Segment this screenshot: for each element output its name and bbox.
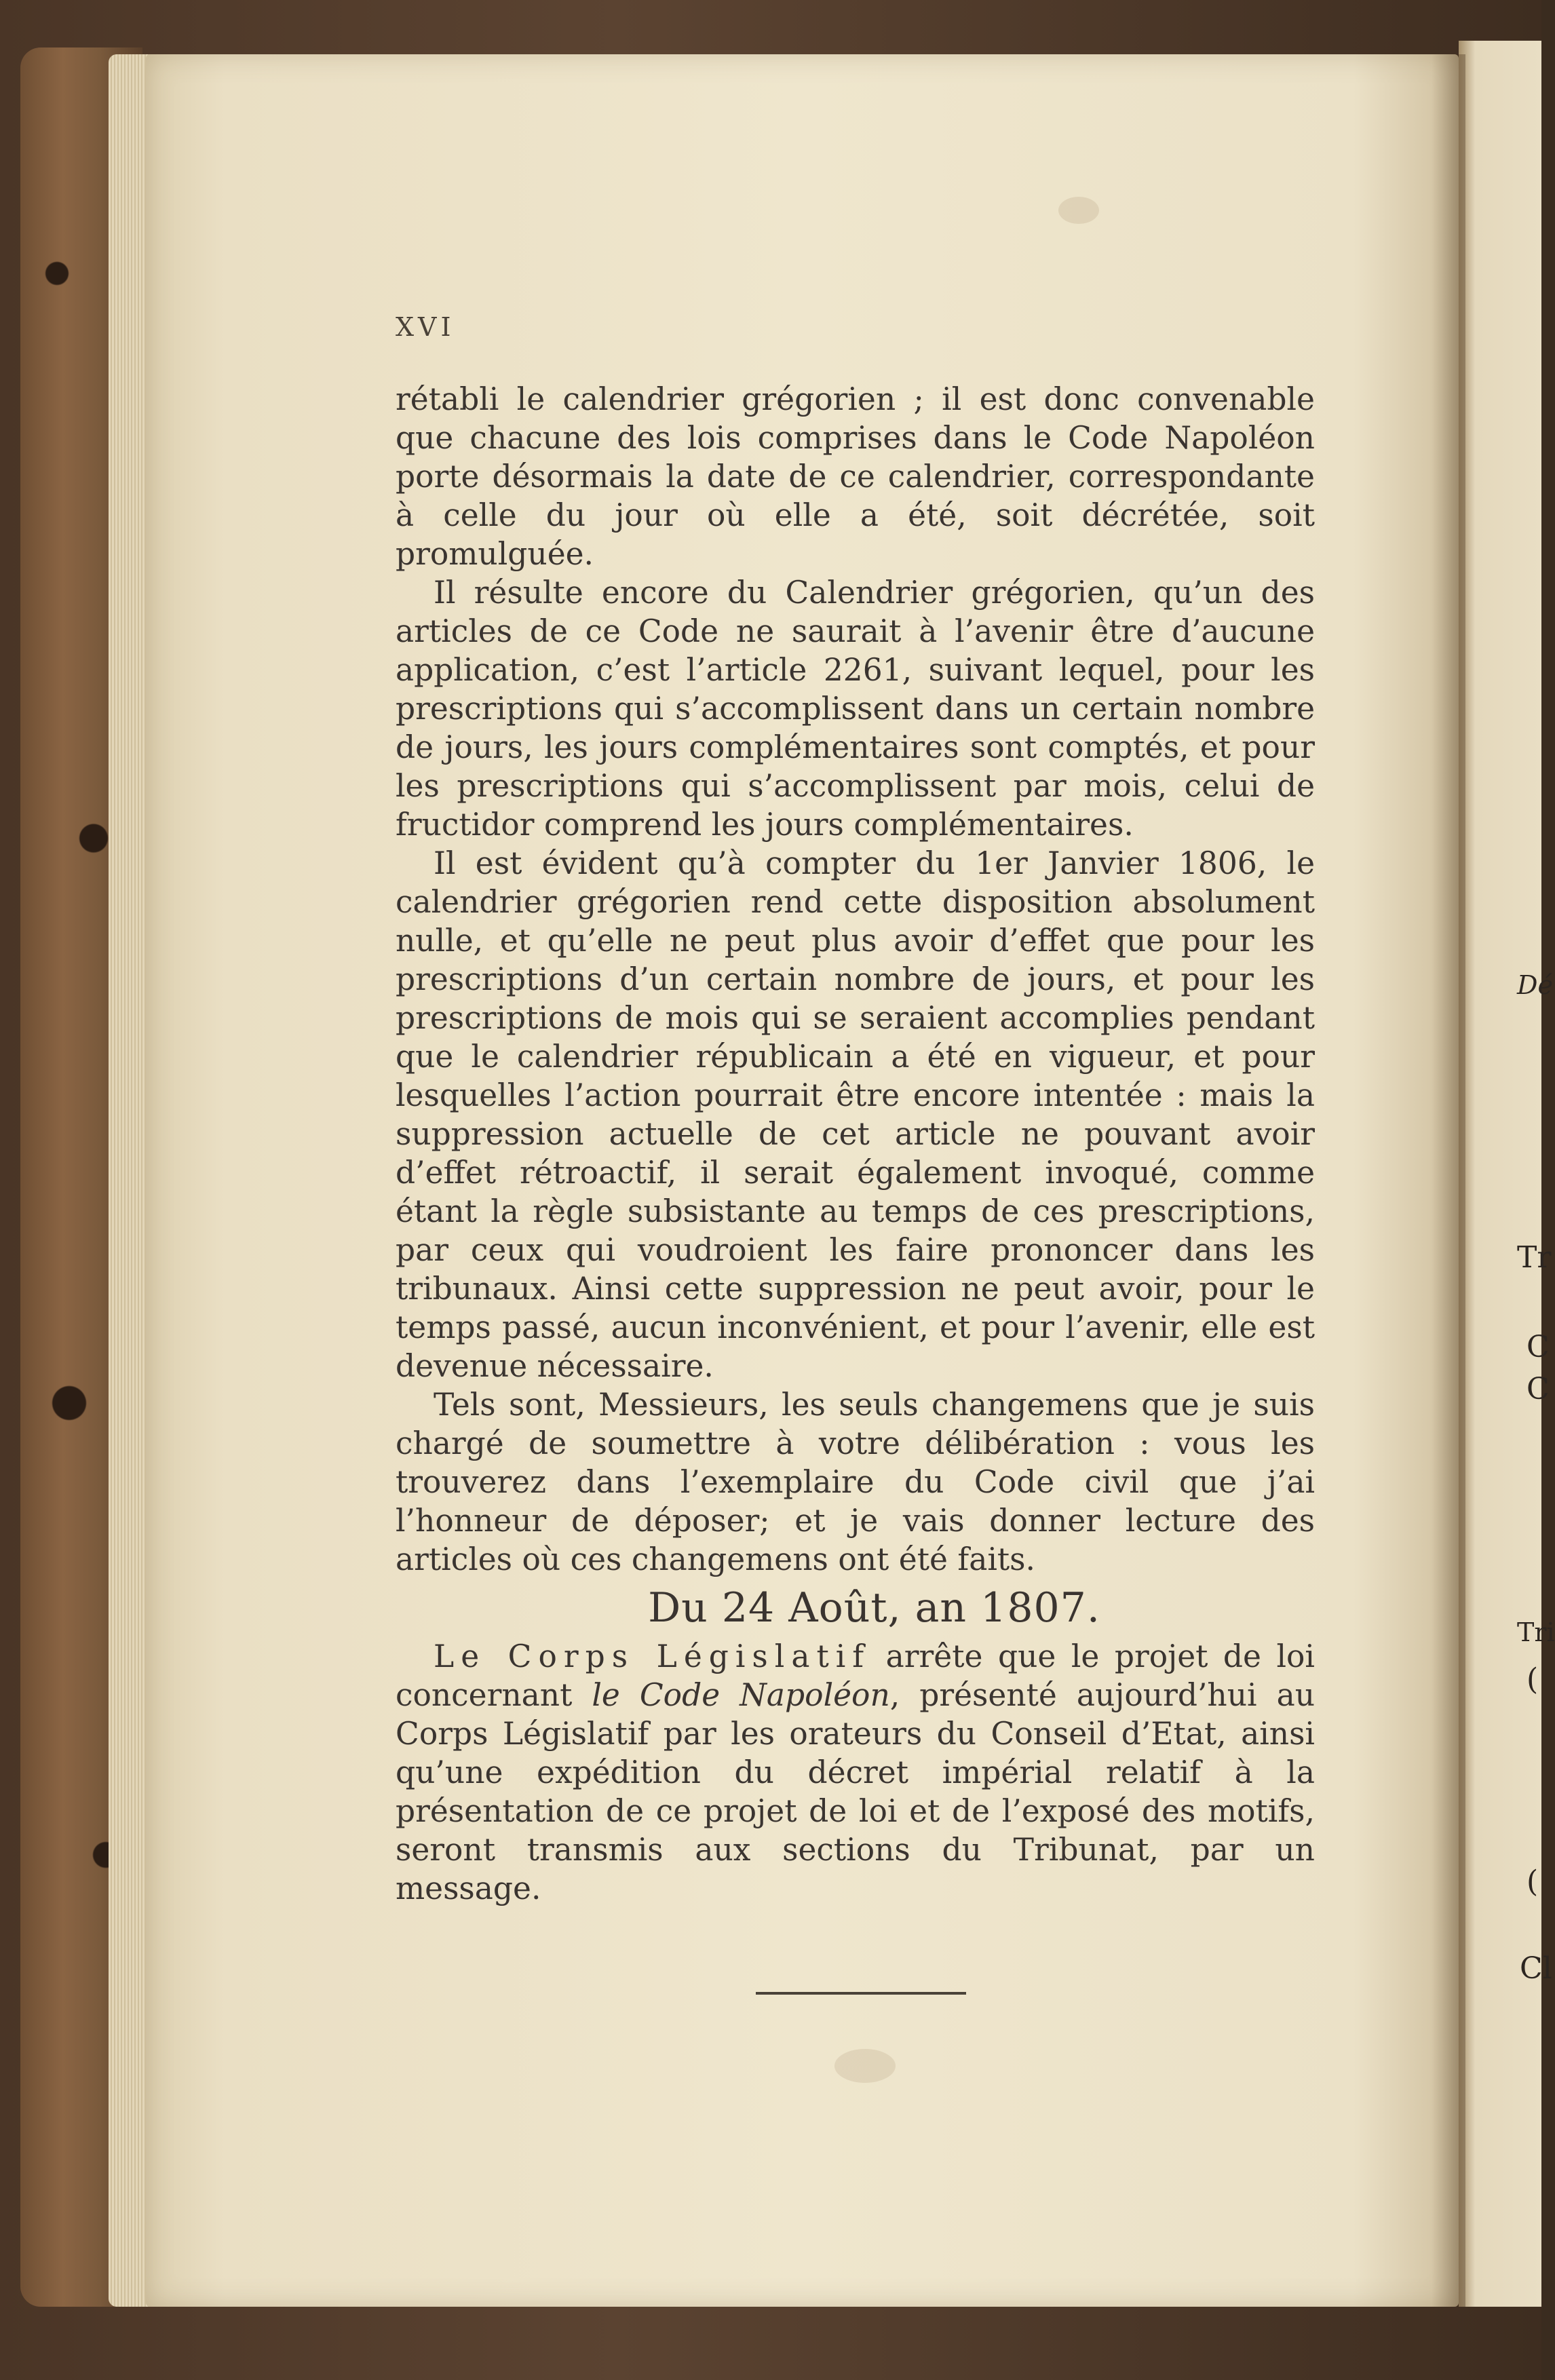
text-run: , présenté aujourd’hui au Corps Législatif par les orateurs du Conseil d’Etat, ainsi qu’une expédition du décret impérial relatif à la présentation de ce projet de loi et de l’exposé des motifs, seront transmis aux sections du Tribunat, par un message. <box>396 1677 1315 1906</box>
text-run: arrête que le projet de loi concernant <box>396 1638 1315 1713</box>
paragraph: Tels sont, Messieurs, les seuls changemens que je suis chargé de soumettre à votre délibération : vous les trouverez dans l’exemplaire du Code civil que j’ai l’honneur de déposer; et je vais donner lecture des articles où ces changemens ont été faits. <box>396 1387 1315 1577</box>
paragraph: Il résulte encore du Calendrier grégorien, qu’un des articles de ce Code ne saurait à l’avenir être d’aucune application, c’est l’article 2261, suivant lequel, pour les prescriptions qui s’accomplissent dans un certain nombre de jours, les jours complémentaires sont comptés, et pour les prescriptions qui s’accomplissent par mois, celui de fructidor comprend les jours complémentaires. <box>396 575 1315 843</box>
adjacent-page-fragment: Cl <box>1520 1951 1552 1986</box>
adjacent-page-fragment: ( <box>1527 1662 1539 1697</box>
adjacent-page-fragment: ( <box>1527 1864 1539 1899</box>
gutter-shadow <box>1432 54 1465 2307</box>
body-text <box>396 380 1315 1908</box>
page-number: XVI <box>396 312 455 342</box>
paragraph-final <box>396 1637 1315 1908</box>
adjacent-page-fragment: Tri <box>1517 1617 1555 1647</box>
paragraph: rétabli le calendrier grégorien ; il est donc convenable que chacune des lois comprises dans le Code Napoléon porte désormais la date de ce calendrier, correspondante à celle du jour où elle a été, soit décrétée, soit promulguée. <box>396 381 1315 572</box>
adjacent-page-fragment: C <box>1527 1372 1550 1406</box>
adjacent-page-fragment: C <box>1527 1330 1550 1364</box>
adjacent-page-fragment: Dé <box>1517 970 1553 1000</box>
code-title-italic: le Code Napoléon <box>592 1677 890 1713</box>
foxing-spot <box>1058 197 1099 224</box>
foxing-spot <box>834 2049 896 2083</box>
corps-legislatif-label: Le Corps Législatif <box>434 1638 871 1674</box>
section-heading: Du 24 Août, an 1807. <box>648 1584 1100 1632</box>
paragraph: Il est évident qu’à compter du 1er Janvier 1806, le calendrier grégorien rend cette disposition absolument nulle, et qu’elle ne peut plus avoir d’effet que pour les prescriptions d’un certain nombre de jours, et pour les prescriptions de mois qui se seraient accomplies pendant que le calendrier républicain a été en vigueur, et pour lesquelles l’action pourrait être encore intentée : mais la suppression actuelle de cet article ne pouvant avoir d’effet rétroactif, il serait également invoqué, comme étant la règle subsistante au temps de ces prescriptions, par ceux qui voudroient les faire prononcer dans les tribunaux. Ainsi cette suppression ne peut avoir, pour le temps passé, aucun inconvénient, et pour l’avenir, elle est devenue nécessaire. <box>396 845 1315 1384</box>
end-rule <box>756 1992 966 1995</box>
adjacent-page-fragment: Tr <box>1517 1240 1552 1275</box>
